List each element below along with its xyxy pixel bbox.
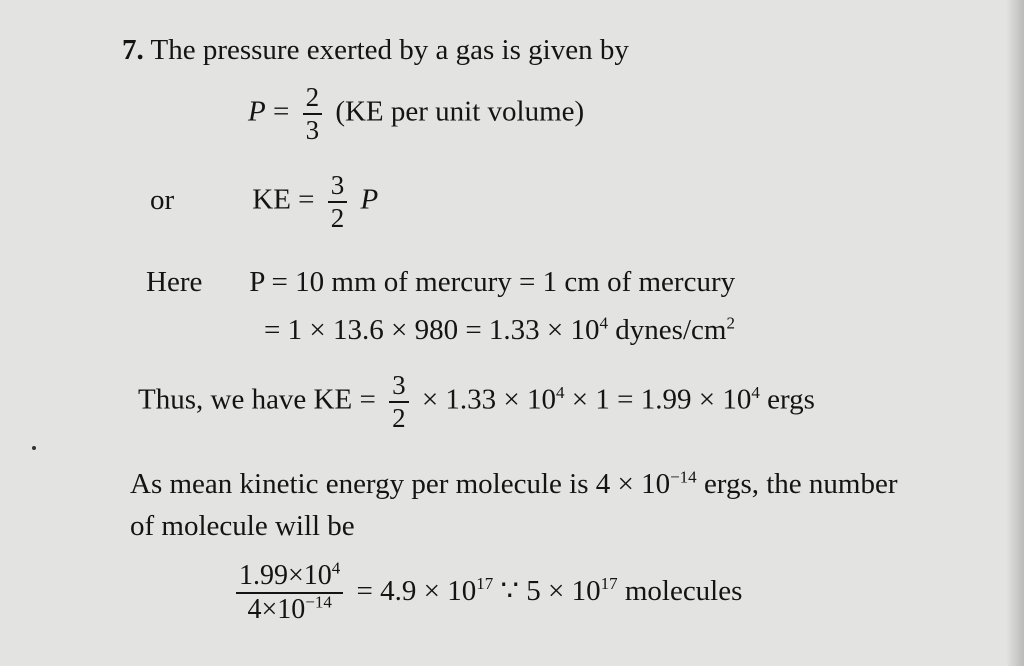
eq1-fraction	[303, 82, 323, 146]
eq1-rhs: (KE per unit volume)	[335, 95, 585, 128]
ke-result-line	[138, 370, 815, 434]
final-denominator	[244, 594, 334, 626]
thus-numerator: 3	[392, 370, 406, 400]
eq2-lhs: KE =	[252, 183, 315, 216]
problem-intro-line	[122, 36, 629, 65]
final-fraction	[236, 560, 343, 626]
eq1-numerator: 2	[305, 82, 320, 112]
eq2-fraction	[328, 170, 348, 234]
problem-number: 7.	[122, 34, 144, 66]
speck-mark	[32, 446, 36, 450]
thus-text: × 1 = 1.99 × 10	[564, 383, 752, 416]
equation-ke	[150, 170, 378, 234]
unit-text: dynes/cm	[608, 314, 727, 346]
den-text: 4×10	[247, 594, 306, 626]
eq1-lhs: P	[248, 95, 266, 128]
here-line1: P = 10 mm of mercury = 1 cm of mercury	[249, 266, 736, 298]
thus-denominator: 2	[392, 403, 406, 434]
mean-ke-line	[130, 467, 898, 500]
mean-text: ergs, the number	[696, 468, 898, 500]
final-text: ∵ 5 × 10	[493, 574, 601, 607]
final-text: = 4.9 × 10	[356, 574, 477, 607]
exponent: 2	[726, 313, 735, 333]
here-label: Here	[146, 266, 203, 298]
final-numerator	[236, 560, 343, 592]
exponent: −14	[305, 592, 332, 612]
thus-prefix: Thus, we have KE =	[138, 383, 376, 416]
thus-text: × 1.33 × 10	[421, 383, 557, 416]
mean-text: As mean kinetic energy per molecule is 4 × 10	[130, 468, 671, 500]
exponent: 17	[600, 574, 618, 594]
exponent: 17	[476, 574, 494, 594]
pressure-conversion-line	[264, 313, 735, 346]
thus-text: ergs	[759, 383, 815, 416]
exponent: 4	[556, 383, 565, 403]
exponent: −14	[670, 467, 697, 487]
exponent: 4	[599, 313, 609, 333]
eq2-denominator: 2	[330, 203, 345, 234]
conversion-text: = 1 × 13.6 × 980 = 1.33 × 10	[264, 314, 600, 346]
exponent: 4	[331, 558, 341, 578]
problem-intro-text: The pressure exerted by a gas is given by	[150, 34, 629, 66]
eq2-rhs: P	[360, 183, 379, 216]
eq1-equals: =	[272, 95, 290, 128]
thus-fraction	[389, 370, 409, 434]
mean-text: of molecule will be	[130, 510, 355, 542]
eq2-prefix: or	[150, 183, 175, 216]
eq2-numerator: 3	[330, 170, 345, 200]
final-text: molecules	[617, 574, 743, 607]
page-shadow-edge	[1006, 0, 1024, 666]
mean-ke-line-2	[130, 512, 355, 541]
eq1-denominator: 3	[305, 115, 320, 146]
equation-pressure	[248, 82, 584, 146]
here-line	[146, 268, 735, 297]
exponent: 4	[751, 383, 760, 403]
num-text: 1.99×10	[239, 560, 332, 591]
final-result-line	[230, 560, 742, 626]
